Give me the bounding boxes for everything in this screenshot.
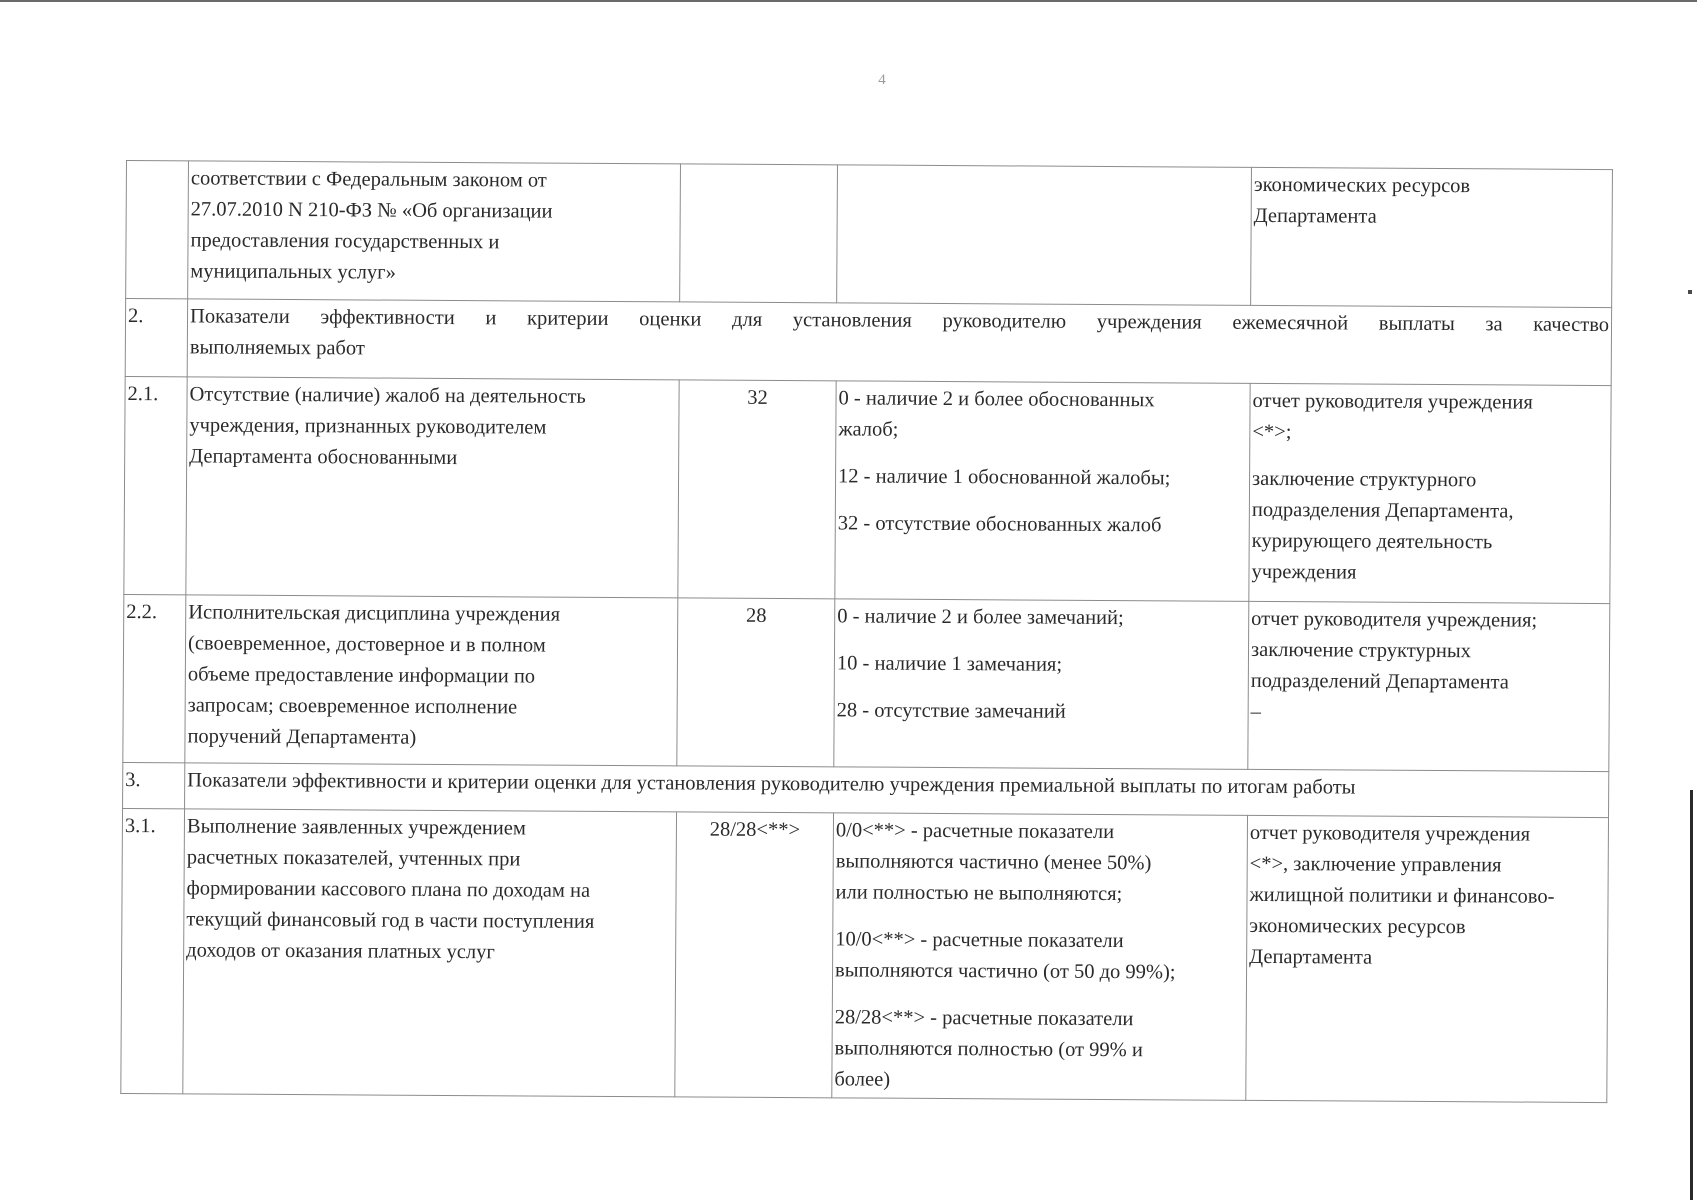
table-row (124, 376, 1611, 603)
indicator-criteria (835, 381, 1250, 602)
indicator-score: 32 (678, 380, 836, 599)
row-number: 2.1. (124, 376, 187, 594)
indicator-score: 28/28<**> (675, 812, 834, 1098)
criteria-item: 12 - наличие 1 обоснованной жалобы; (838, 465, 1171, 490)
indicator-score (680, 164, 838, 303)
scan-artifact (1690, 790, 1693, 1200)
criteria-item: 32 - отсутствие обоснованных жалоб (837, 512, 1162, 537)
indicator-name: Выполнение заявленных учреждением расчетных показателей, учтенных при формировании кассового плана по доходам на текущий финансовый год в части поступления доходов от оказания платных услуг (183, 809, 677, 1097)
row-number: 2.2. (123, 594, 186, 762)
indicator-criteria (837, 165, 1252, 306)
indicator-source (1249, 383, 1611, 603)
scan-artifact (1688, 290, 1692, 294)
table-row (126, 161, 1613, 308)
indicator-score: 28 (677, 598, 835, 767)
source-item: заключение структурного подразделения Департамента, курирующего деятельность учреждения (1251, 467, 1514, 584)
criteria-item: 28 - отсутствие замечаний (836, 699, 1066, 723)
criteria-item: 28/28<**> - расчетные показатели выполняются полностью (от 99% и более) (834, 1006, 1143, 1091)
top-scan-edge (0, 0, 1697, 2)
criteria-item: 0/0<**> - расчетные показатели выполняются частично (менее 50%) или полностью не выполняются; (835, 819, 1152, 906)
criteria-item: 10 - наличие 1 замечания; (836, 652, 1063, 676)
section-number: 3. (123, 762, 185, 808)
source-item: отчет руководителя учреждения <*>; (1252, 389, 1533, 444)
page-number: 4 (878, 72, 886, 88)
indicator-source: отчет руководителя учреждения; заключение структурных подразделений Департамента – (1248, 601, 1610, 771)
indicator-source: экономических ресурсов Департамента (1251, 167, 1613, 307)
section-row (125, 299, 1611, 386)
table-row (123, 594, 1610, 771)
criteria-item: 0 - наличие 2 и более обоснованных жалоб; (838, 387, 1155, 441)
table-row (121, 808, 1609, 1102)
indicator-criteria (832, 813, 1248, 1101)
indicator-name: Отсутствие (наличие) жалоб на деятельность учреждения, признанных руководителем Департамента обоснованными (186, 377, 679, 598)
indicator-name: соответствии с Федеральным законом от 27.07.2010 N 210-ФЗ № «Об организации предоставления государственных и муниципальных услуг» (188, 161, 681, 302)
criteria-item: 0 - наличие 2 и более замечаний; (837, 605, 1124, 630)
indicators-table (120, 160, 1613, 1103)
criteria-item: 10/0<**> - расчетные показатели выполняются частично (от 50 до 99%); (834, 928, 1176, 984)
section-title-line: Показатели эффективности и критерии оценки для установления руководителю учреждения ежемесячной выплаты за качество (189, 305, 1610, 337)
row-number: 3.1. (121, 808, 185, 1093)
indicator-criteria (834, 599, 1249, 770)
section-number: 2. (125, 299, 187, 377)
indicator-name: Исполнительская дисциплина учреждения (своевременное, достоверное и в полном объеме предоставление информации по запросам; своевременное исполнение поручений Департамента) (185, 595, 678, 766)
section-title (187, 299, 1611, 386)
row-number (126, 161, 189, 299)
section-title-line: выполняемых работ (189, 336, 365, 360)
indicator-source: отчет руководителя учреждения <*>, заключение управления жилищной политики и финансово- экономических ресурсов Департамента (1246, 815, 1609, 1102)
section-title: Показатели эффективности и критерии оценки для установления руководителю учреждения премиальной выплаты по итогам работы (185, 763, 1609, 818)
